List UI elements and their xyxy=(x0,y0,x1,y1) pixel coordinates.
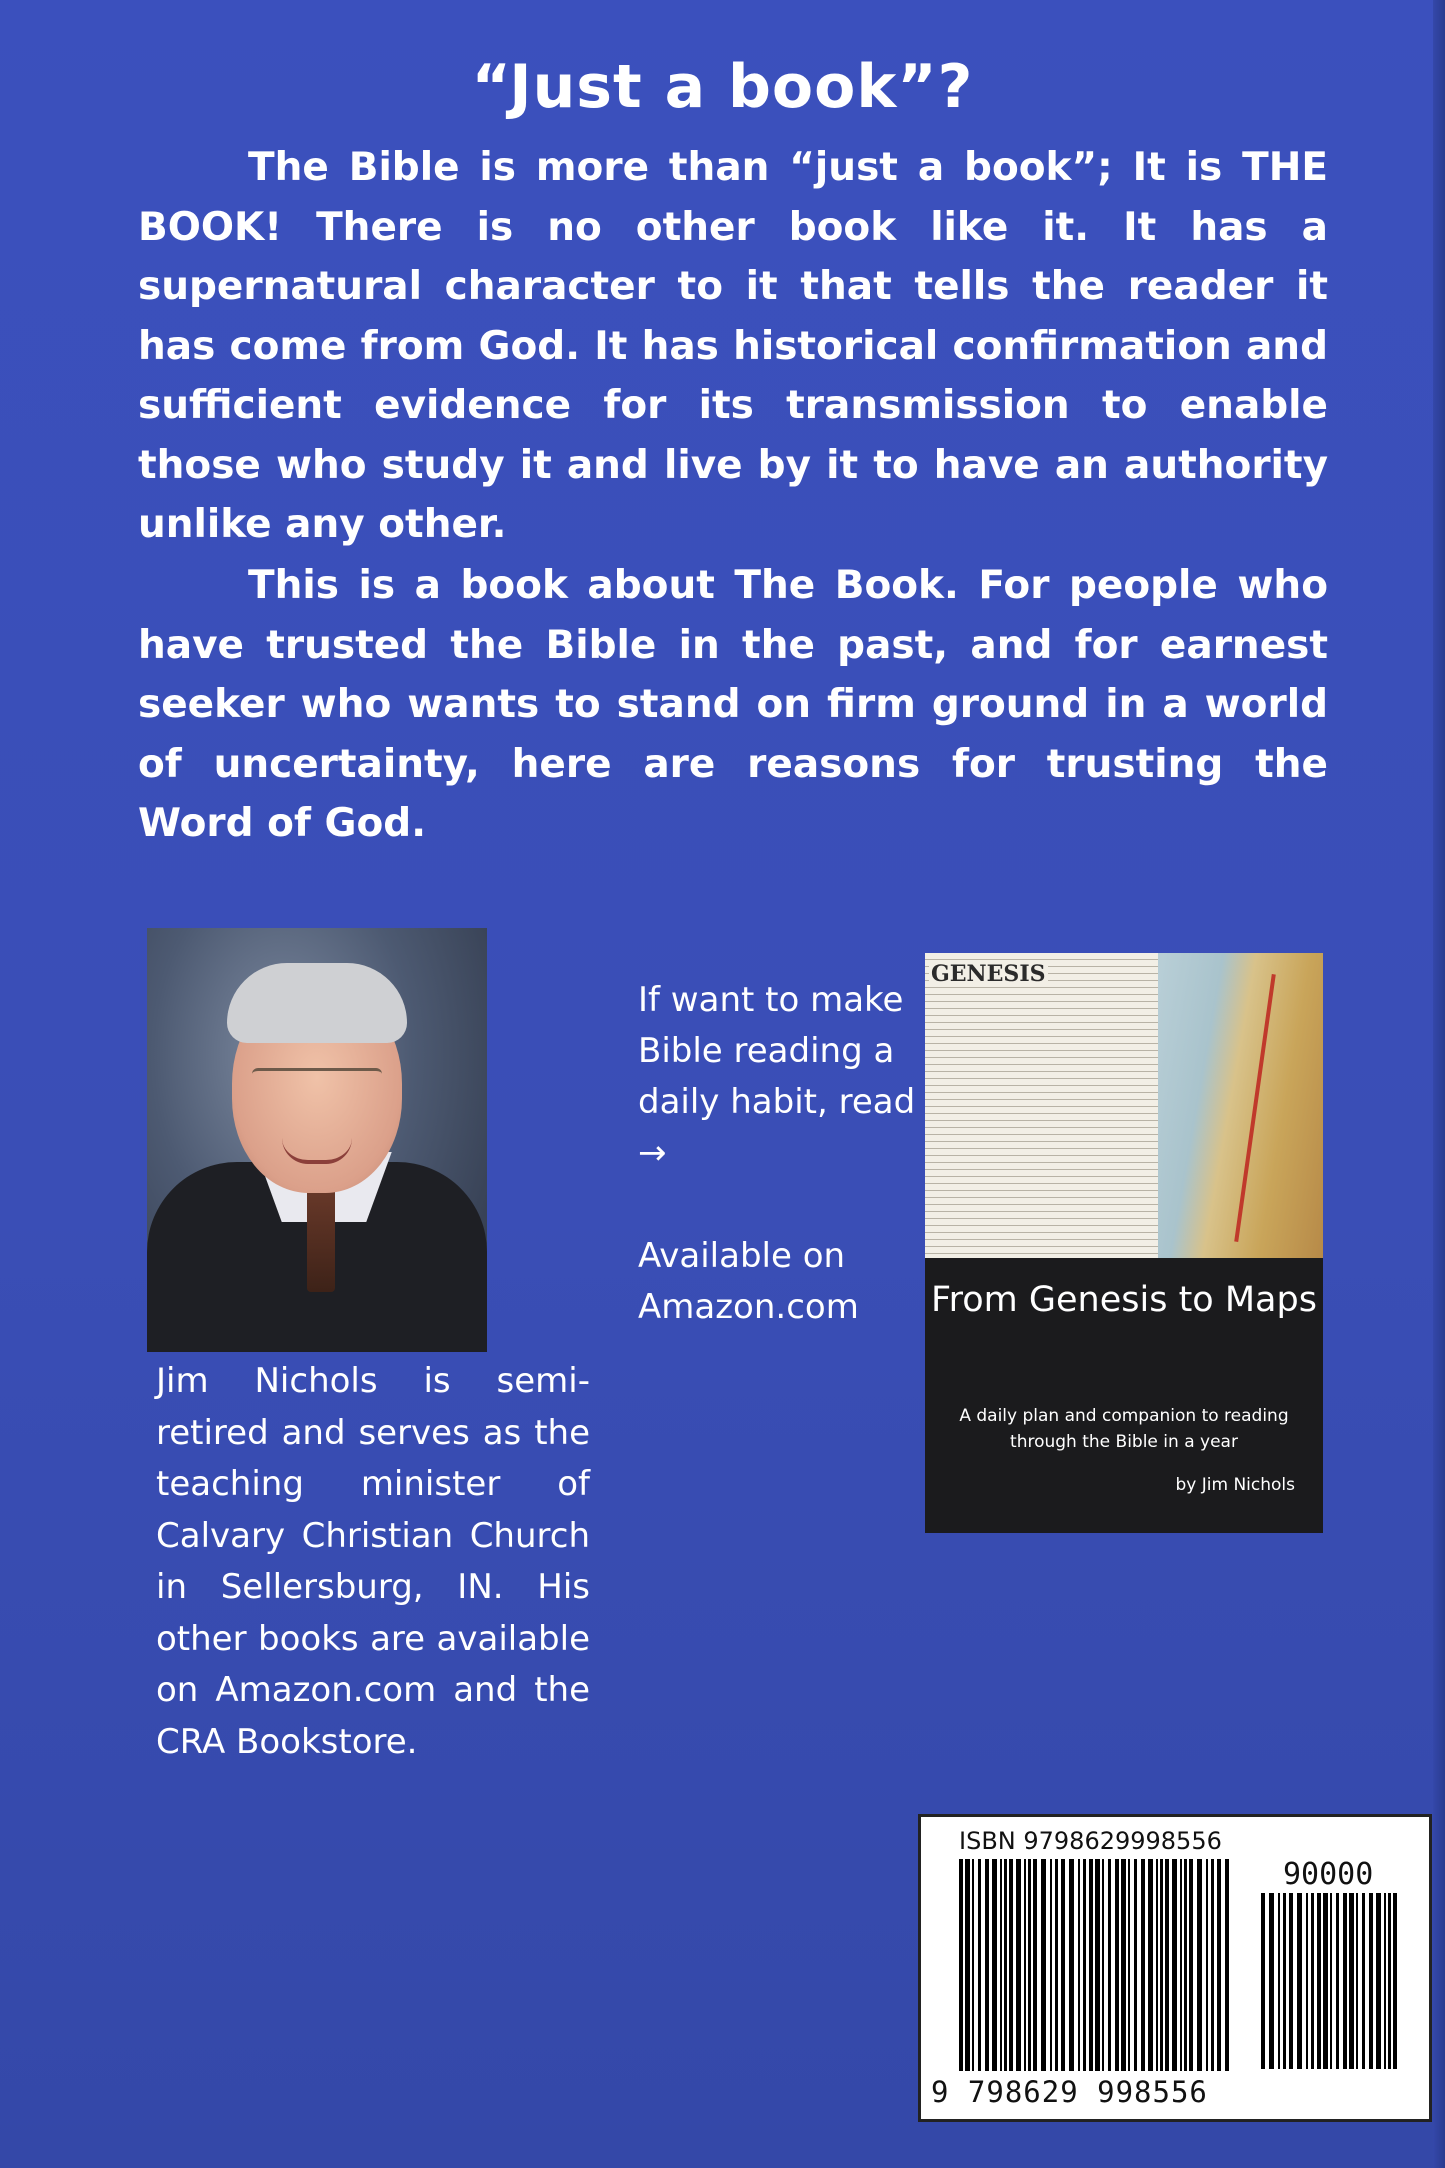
barcode-addon-bars xyxy=(1261,1893,1401,2069)
author-hair xyxy=(227,963,407,1043)
featured-book-cover xyxy=(925,953,1323,1533)
barcode-bar xyxy=(1069,1859,1074,2071)
featured-book-subtitle: A daily plan and companion to reading through the Bible in a year xyxy=(959,1406,1289,1452)
featured-book-title: From Genesis to Maps xyxy=(931,1280,1317,1320)
map-image xyxy=(1158,953,1323,1258)
barcode-bar xyxy=(992,1859,997,2071)
author-glasses xyxy=(252,1068,382,1105)
barcode-bar xyxy=(1004,1859,1007,2071)
barcode-digits: 9 798629 998556 xyxy=(931,2075,1208,2109)
barcode-bar xyxy=(1009,1859,1013,2071)
barcode-bar xyxy=(1376,1893,1381,2069)
barcode-bar xyxy=(1323,1893,1328,2069)
barcode-bar xyxy=(1336,1893,1339,2069)
author-bio: Jim Nichols is semi-retired and serves as the teaching minister of Calvary Christian Church in Sellersburg, IN. His other books are available on Amazon.com and the CRA Bookstore. xyxy=(156,1361,590,1762)
barcode-bar xyxy=(1197,1859,1202,2071)
barcode-bar xyxy=(1269,1893,1274,2069)
barcode-bar xyxy=(965,1859,970,2071)
barcode-bar xyxy=(1189,1859,1193,2071)
isbn-label: ISBN 9798629998556 xyxy=(959,1827,1222,1855)
barcode-bar xyxy=(1050,1859,1052,2071)
map-border-line xyxy=(1234,974,1276,1242)
author-photo xyxy=(147,928,487,1352)
barcode-bar xyxy=(1289,1893,1293,2069)
barcode-bar xyxy=(1180,1859,1182,2071)
barcode-bar xyxy=(959,1859,963,2071)
barcode-bar xyxy=(1102,1859,1104,2071)
barcode-bar xyxy=(1206,1859,1208,2071)
cover-edge xyxy=(1433,0,1445,2168)
blurb-paragraph-1-text: The Bible is more than “just a book”; It is THE BOOK! There is no other book like it. It has a supernatural character to it that tells the reader it has come from God. It has historical confirmation and sufficient evidence for its transmission to enable those who study it and live by it to have an authority unlike any other. xyxy=(138,145,1328,547)
barcode-bar xyxy=(1261,1893,1265,2069)
barcode-bar xyxy=(1121,1859,1126,2071)
barcode-bar xyxy=(1016,1859,1021,2071)
barcode-bar xyxy=(1165,1859,1169,2071)
barcode-bar xyxy=(1095,1859,1100,2071)
barcode-bar xyxy=(1225,1859,1229,2071)
barcode-bar xyxy=(1217,1859,1221,2071)
barcode-bar xyxy=(1306,1893,1308,2069)
promo-text: If want to make Bible reading a daily habit, read → xyxy=(638,980,916,1173)
barcode-bar xyxy=(1115,1859,1119,2071)
barcode-bar xyxy=(1033,1859,1037,2071)
barcode-bar xyxy=(1055,1859,1058,2071)
author-tie xyxy=(307,1182,335,1292)
barcode-bar xyxy=(1362,1893,1365,2069)
bible-page-image xyxy=(925,953,1158,1258)
barcode-bar xyxy=(1393,1893,1397,2069)
barcode-bar xyxy=(978,1859,981,2071)
barcode-bar xyxy=(1297,1893,1302,2069)
barcode-bar xyxy=(1141,1859,1145,2071)
barcode-panel xyxy=(918,1814,1432,2122)
barcode-bar xyxy=(1083,1859,1086,2071)
blurb-paragraph-2 xyxy=(138,556,1328,854)
barcode-bar xyxy=(1156,1859,1158,2071)
barcode-bar xyxy=(1343,1893,1347,2069)
bible-page-heading: GENESIS xyxy=(931,961,1046,987)
barcode-bar xyxy=(1369,1893,1373,2069)
barcode-bar xyxy=(972,1859,974,2071)
barcode-bar xyxy=(1283,1893,1286,2069)
barcode-bar xyxy=(985,1859,989,2071)
barcode-bar xyxy=(1128,1859,1130,2071)
barcode-bar xyxy=(1356,1893,1358,2069)
barcode-bar xyxy=(1311,1893,1314,2069)
barcode-bar xyxy=(1388,1893,1391,2069)
featured-book-byline: by Jim Nichols xyxy=(1175,1475,1295,1495)
barcode-bar xyxy=(1024,1859,1026,2071)
availability-text: Available on Amazon.com xyxy=(638,1236,859,1327)
barcode-bar xyxy=(1384,1893,1386,2069)
barcode-main-bars xyxy=(959,1859,1229,2071)
headline: “Just a book”? xyxy=(471,52,974,122)
barcode-bar xyxy=(1184,1859,1187,2071)
barcode-bar xyxy=(1148,1859,1153,2071)
barcode-bar xyxy=(1172,1859,1177,2071)
barcode-bar xyxy=(1089,1859,1093,2071)
barcode-addon-number: 90000 xyxy=(1283,1857,1374,1892)
barcode-bar xyxy=(1000,1859,1002,2071)
barcode-bar xyxy=(1330,1893,1332,2069)
barcode-bar xyxy=(1078,1859,1080,2071)
blurb-paragraph-2-text: This is a book about The Book. For people who have trusted the Bible in the past, and for earnest seeker who wants to stand on firm ground in a world of uncertainty, here are reasons for trusting the Word of God. xyxy=(138,563,1328,846)
barcode-bar xyxy=(1349,1893,1354,2069)
barcode-bar xyxy=(1041,1859,1046,2071)
blurb-paragraph-1 xyxy=(138,138,1328,555)
barcode-bar xyxy=(1211,1859,1214,2071)
barcode-bar xyxy=(1317,1893,1321,2069)
barcode-bar xyxy=(1061,1859,1065,2071)
barcode-bar xyxy=(1134,1859,1137,2071)
barcode-bar xyxy=(1278,1893,1280,2069)
barcode-bar xyxy=(1160,1859,1163,2071)
barcode-bar xyxy=(1108,1859,1111,2071)
barcode-bar xyxy=(1028,1859,1031,2071)
